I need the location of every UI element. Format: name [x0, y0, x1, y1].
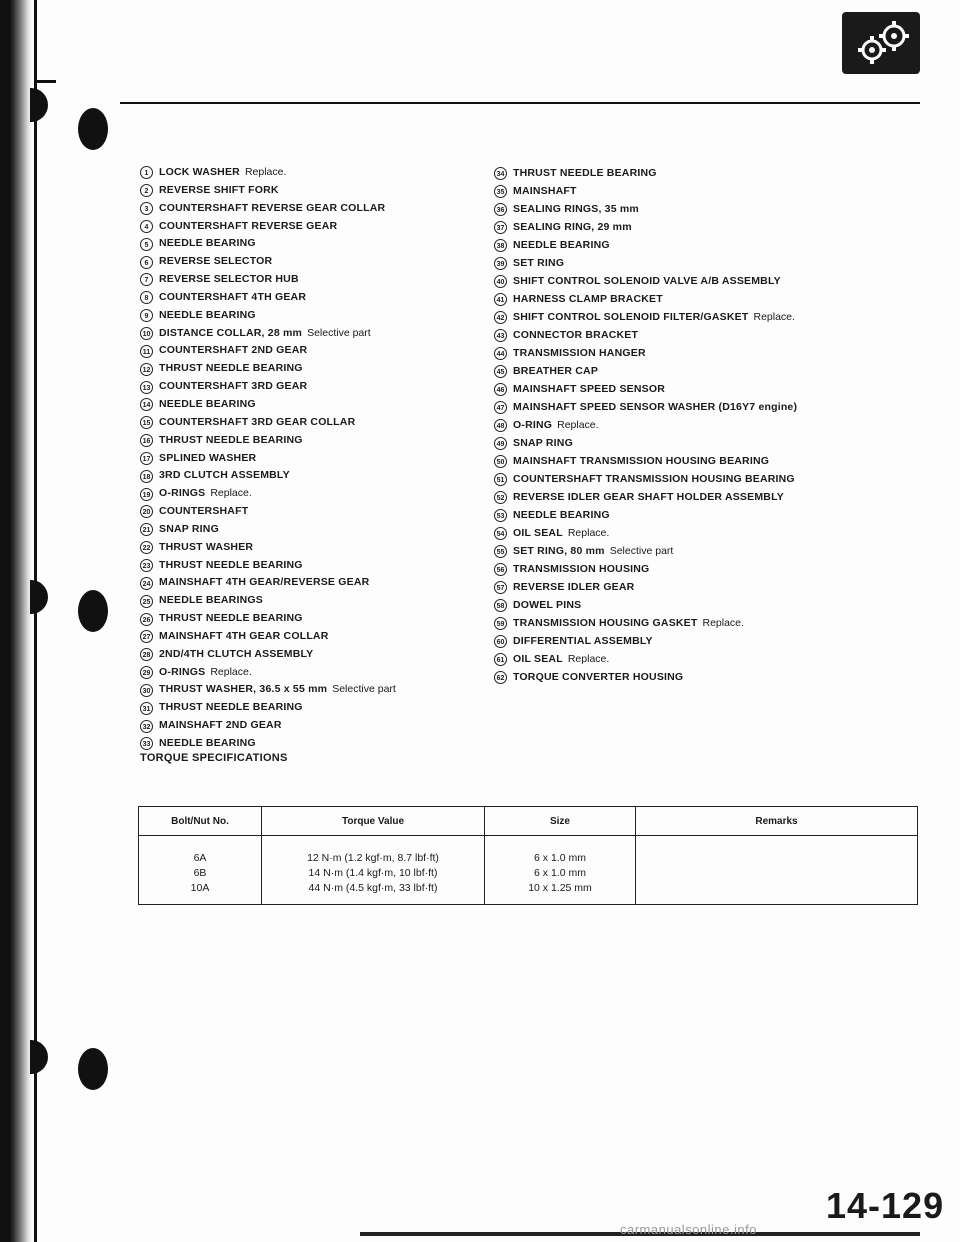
part-name: SNAP RING: [159, 522, 219, 535]
part-name: REVERSE SELECTOR HUB: [159, 273, 299, 286]
list-item: [140, 360, 510, 378]
part-name: COUNTERSHAFT 4TH GEAR: [159, 290, 307, 303]
list-item: [140, 200, 510, 218]
bolt-cell: 6A 6B 10A: [139, 836, 262, 905]
list-item: [494, 308, 944, 326]
size-cell: 6 x 1.0 mm 6 x 1.0 mm 10 x 1.25 mm: [485, 836, 636, 905]
callout-number: 39: [494, 257, 507, 270]
part-note: Replace.: [210, 487, 252, 500]
callout-number: 48: [494, 419, 507, 432]
list-item: [140, 485, 510, 503]
callout-number: 20: [140, 505, 153, 518]
list-item: [140, 271, 510, 289]
callout-number: 57: [494, 581, 507, 594]
list-item: [140, 235, 510, 253]
callout-number: 12: [140, 363, 153, 376]
list-item: [494, 632, 944, 650]
callout-number: 40: [494, 275, 507, 288]
callout-number: 38: [494, 239, 507, 252]
callout-number: 32: [140, 720, 153, 733]
part-name: REVERSE IDLER GEAR SHAFT HOLDER ASSEMBLY: [513, 491, 784, 503]
part-name: REVERSE SELECTOR: [159, 255, 273, 268]
part-note: Replace.: [567, 653, 610, 665]
list-item: [140, 628, 510, 646]
callout-number: 6: [140, 256, 153, 269]
list-item: [494, 182, 944, 200]
torque-cell: 12 N·m (1.2 kgf·m, 8.7 lbf·ft) 14 N·m (1.4 kgf·m, 10 lbf·ft) 44 N·m (4.5 kgf·m, 33 lbf·ft): [262, 836, 485, 905]
page-number: 14-129: [826, 1185, 945, 1226]
callout-number: 26: [140, 613, 153, 626]
callout-number: 29: [140, 666, 153, 679]
callout-number: 33: [140, 737, 153, 750]
part-name: COUNTERSHAFT 2ND GEAR: [159, 344, 308, 357]
list-item: [140, 253, 510, 271]
tab-marker: [78, 1048, 108, 1090]
part-name: THRUST NEEDLE BEARING: [159, 558, 303, 571]
list-item: [140, 307, 510, 325]
part-name: DOWEL PINS: [513, 599, 582, 611]
list-item: [140, 503, 510, 521]
part-name: COUNTERSHAFT 3RD GEAR COLLAR: [159, 415, 356, 428]
list-item: [494, 326, 944, 344]
part-name: THRUST WASHER, 36.5 x 55 mm: [159, 683, 328, 696]
callout-number: 11: [140, 345, 153, 358]
col-header-remarks: Remarks: [636, 807, 918, 836]
part-name: THRUST NEEDLE BEARING: [159, 433, 303, 446]
callout-number: 16: [140, 434, 153, 447]
list-item: [494, 218, 944, 236]
part-name: TRANSMISSION HOUSING: [513, 563, 650, 575]
callout-number: 46: [494, 383, 507, 396]
list-item: [494, 542, 944, 560]
callout-number: 47: [494, 401, 507, 414]
parts-list-right: [494, 164, 944, 686]
part-name: TORQUE CONVERTER HOUSING: [513, 671, 684, 683]
part-name: COUNTERSHAFT REVERSE GEAR: [159, 219, 338, 232]
part-name: COUNTERSHAFT TRANSMISSION HOUSING BEARING: [513, 473, 795, 485]
callout-number: 22: [140, 541, 153, 554]
callout-number: 5: [140, 238, 153, 251]
callout-number: 45: [494, 365, 507, 378]
callout-number: 14: [140, 398, 153, 411]
list-item: [140, 574, 510, 592]
part-name: 3RD CLUTCH ASSEMBLY: [159, 469, 290, 482]
list-item: [494, 668, 944, 686]
part-name: SET RING: [513, 257, 565, 269]
callout-number: 24: [140, 577, 153, 590]
callout-number: 28: [140, 648, 153, 661]
callout-number: 1: [140, 166, 153, 179]
binding-notch: [30, 580, 48, 614]
part-name: NEEDLE BEARINGS: [159, 594, 263, 607]
callout-number: 42: [494, 311, 507, 324]
list-item: [494, 578, 944, 596]
part-name: MAINSHAFT SPEED SENSOR WASHER (D16Y7 engine): [513, 401, 798, 413]
list-item: [494, 164, 944, 182]
list-item: [494, 596, 944, 614]
list-item: [494, 650, 944, 668]
remarks-cell: [636, 836, 918, 905]
list-item: [140, 164, 510, 182]
callout-number: 4: [140, 220, 153, 233]
part-name: NEEDLE BEARING: [159, 237, 256, 250]
list-item: [140, 378, 510, 396]
list-item: [494, 254, 944, 272]
list-item: [140, 396, 510, 414]
part-name: THRUST NEEDLE BEARING: [513, 167, 657, 179]
callout-number: 30: [140, 684, 153, 697]
list-item: [140, 414, 510, 432]
list-item: [494, 398, 944, 416]
callout-number: 10: [140, 327, 153, 340]
callout-number: 43: [494, 329, 507, 342]
list-item: [494, 272, 944, 290]
list-item: [140, 592, 510, 610]
list-item: [140, 450, 510, 468]
list-item: [140, 717, 510, 735]
callout-number: 44: [494, 347, 507, 360]
part-name: SNAP RING: [513, 437, 573, 449]
part-name: OIL SEAL: [513, 527, 563, 539]
list-item: [494, 614, 944, 632]
callout-number: 54: [494, 527, 507, 540]
part-name: NEEDLE BEARING: [159, 397, 256, 410]
watermark: carmanualsonline.info: [620, 1222, 757, 1237]
list-item: [494, 200, 944, 218]
list-item: [140, 646, 510, 664]
list-item: [140, 610, 510, 628]
part-note: Replace.: [702, 617, 744, 629]
part-name: O-RINGS: [159, 665, 206, 678]
tab-marker: [78, 108, 108, 150]
callout-number: 15: [140, 416, 153, 429]
list-item: [494, 488, 944, 506]
list-item: [140, 557, 510, 575]
part-note: Selective part: [609, 545, 674, 557]
callout-number: 34: [494, 167, 507, 180]
part-name: REVERSE IDLER GEAR: [513, 581, 635, 593]
part-name: O-RING: [513, 419, 553, 431]
list-item: [140, 467, 510, 485]
header-rule: [120, 102, 920, 104]
part-name: MAINSHAFT 2ND GEAR: [159, 719, 282, 732]
part-name: NEEDLE BEARING: [159, 737, 256, 749]
part-name: MAINSHAFT 4TH GEAR/REVERSE GEAR: [159, 576, 370, 589]
list-item: [140, 699, 510, 717]
parts-list-left: [140, 164, 510, 753]
part-note: Replace.: [567, 527, 610, 539]
callout-number: 50: [494, 455, 507, 468]
callout-number: 62: [494, 671, 507, 684]
part-name: SEALING RINGS, 35 mm: [513, 203, 639, 215]
part-name: SEALING RING, 29 mm: [513, 221, 632, 233]
callout-number: 36: [494, 203, 507, 216]
tab-marker: [78, 590, 108, 632]
list-item: [494, 290, 944, 308]
list-item: [494, 560, 944, 578]
part-name: MAINSHAFT TRANSMISSION HOUSING BEARING: [513, 455, 770, 467]
part-name: NEEDLE BEARING: [159, 308, 256, 321]
list-item: [494, 236, 944, 254]
callout-number: 8: [140, 291, 153, 304]
part-name: DISTANCE COLLAR, 28 mm: [159, 326, 303, 339]
part-name: MAINSHAFT 4TH GEAR COLLAR: [159, 629, 329, 642]
part-name: SHIFT CONTROL SOLENOID FILTER/GASKET: [513, 311, 749, 323]
part-name: MAINSHAFT SPEED SENSOR: [513, 383, 665, 395]
part-name: OIL SEAL: [513, 653, 563, 665]
torque-title: TORQUE SPECIFICATIONS: [140, 752, 288, 764]
list-item: [140, 432, 510, 450]
callout-number: 13: [140, 381, 153, 394]
list-item: [140, 521, 510, 539]
callout-number: 25: [140, 595, 153, 608]
part-name: BREATHER CAP: [513, 365, 599, 377]
callout-number: 7: [140, 273, 153, 286]
callout-number: 49: [494, 437, 507, 450]
part-name: HARNESS CLAMP BRACKET: [513, 293, 663, 305]
part-name: THRUST NEEDLE BEARING: [159, 701, 303, 714]
callout-number: 52: [494, 491, 507, 504]
part-name: NEEDLE BEARING: [513, 239, 610, 251]
page-binding: [0, 0, 32, 1242]
callout-number: 21: [140, 523, 153, 536]
callout-number: 59: [494, 617, 507, 630]
list-item: [140, 325, 510, 343]
callout-number: 35: [494, 185, 507, 198]
part-note: Selective part: [307, 326, 371, 339]
callout-number: 9: [140, 309, 153, 322]
part-name: THRUST NEEDLE BEARING: [159, 362, 303, 375]
callout-number: 37: [494, 221, 507, 234]
list-item: [494, 416, 944, 434]
part-name: DIFFERENTIAL ASSEMBLY: [513, 635, 653, 647]
list-item: [140, 218, 510, 236]
part-name: THRUST WASHER: [159, 540, 254, 553]
part-name: LOCK WASHER: [159, 166, 240, 178]
callout-number: 56: [494, 563, 507, 576]
callout-number: 31: [140, 702, 153, 715]
callout-number: 2: [140, 184, 153, 197]
list-item: [140, 664, 510, 682]
table-row: [139, 836, 918, 905]
part-note: Replace.: [244, 166, 287, 178]
callout-number: 27: [140, 630, 153, 643]
list-item: [494, 434, 944, 452]
callout-number: 3: [140, 202, 153, 215]
part-name: COUNTERSHAFT REVERSE GEAR COLLAR: [159, 201, 386, 214]
list-item: [494, 506, 944, 524]
part-name: 2ND/4TH CLUTCH ASSEMBLY: [159, 647, 314, 660]
callout-number: 55: [494, 545, 507, 558]
list-item: [494, 524, 944, 542]
list-item: [494, 362, 944, 380]
part-name: NEEDLE BEARING: [513, 509, 610, 521]
table-header-row: [139, 807, 918, 836]
binding-notch: [30, 1040, 48, 1074]
list-item: [494, 380, 944, 398]
part-name: CONNECTOR BRACKET: [513, 329, 639, 341]
transmission-gear-icon: [842, 12, 920, 74]
callout-number: 41: [494, 293, 507, 306]
callout-number: 23: [140, 559, 153, 572]
part-name: SET RING, 80 mm: [513, 545, 605, 557]
binding-bracket: [34, 80, 56, 123]
callout-number: 60: [494, 635, 507, 648]
callout-number: 19: [140, 488, 153, 501]
part-name: SPLINED WASHER: [159, 451, 257, 464]
callout-number: 51: [494, 473, 507, 486]
callout-number: 53: [494, 509, 507, 522]
list-item: [494, 470, 944, 488]
part-name: THRUST NEEDLE BEARING: [159, 612, 303, 625]
callout-number: 18: [140, 470, 153, 483]
callout-number: 17: [140, 452, 153, 465]
part-name: COUNTERSHAFT: [159, 505, 249, 518]
part-name: TRANSMISSION HOUSING GASKET: [513, 617, 698, 629]
part-name: REVERSE SHIFT FORK: [159, 183, 279, 196]
list-item: [140, 289, 510, 307]
callout-number: 58: [494, 599, 507, 612]
col-header-bolt: Bolt/Nut No.: [139, 807, 262, 836]
part-note: Replace.: [210, 665, 252, 678]
list-item: [140, 539, 510, 557]
list-item: [140, 342, 510, 360]
part-name: COUNTERSHAFT 3RD GEAR: [159, 380, 308, 393]
part-name: O-RINGS: [159, 487, 206, 500]
list-item: [494, 452, 944, 470]
list-item: [140, 735, 510, 753]
callout-number: 61: [494, 653, 507, 666]
list-item: [140, 182, 510, 200]
part-note: Selective part: [332, 683, 396, 696]
part-name: MAINSHAFT: [513, 185, 577, 197]
part-name: TRANSMISSION HANGER: [513, 347, 646, 359]
part-note: Replace.: [557, 419, 599, 431]
list-item: [140, 681, 510, 699]
part-note: Replace.: [753, 311, 795, 323]
col-header-torque: Torque Value: [262, 807, 485, 836]
col-header-size: Size: [485, 807, 636, 836]
part-name: SHIFT CONTROL SOLENOID VALVE A/B ASSEMBLY: [513, 275, 781, 287]
list-item: [494, 344, 944, 362]
torque-table: [138, 806, 918, 905]
